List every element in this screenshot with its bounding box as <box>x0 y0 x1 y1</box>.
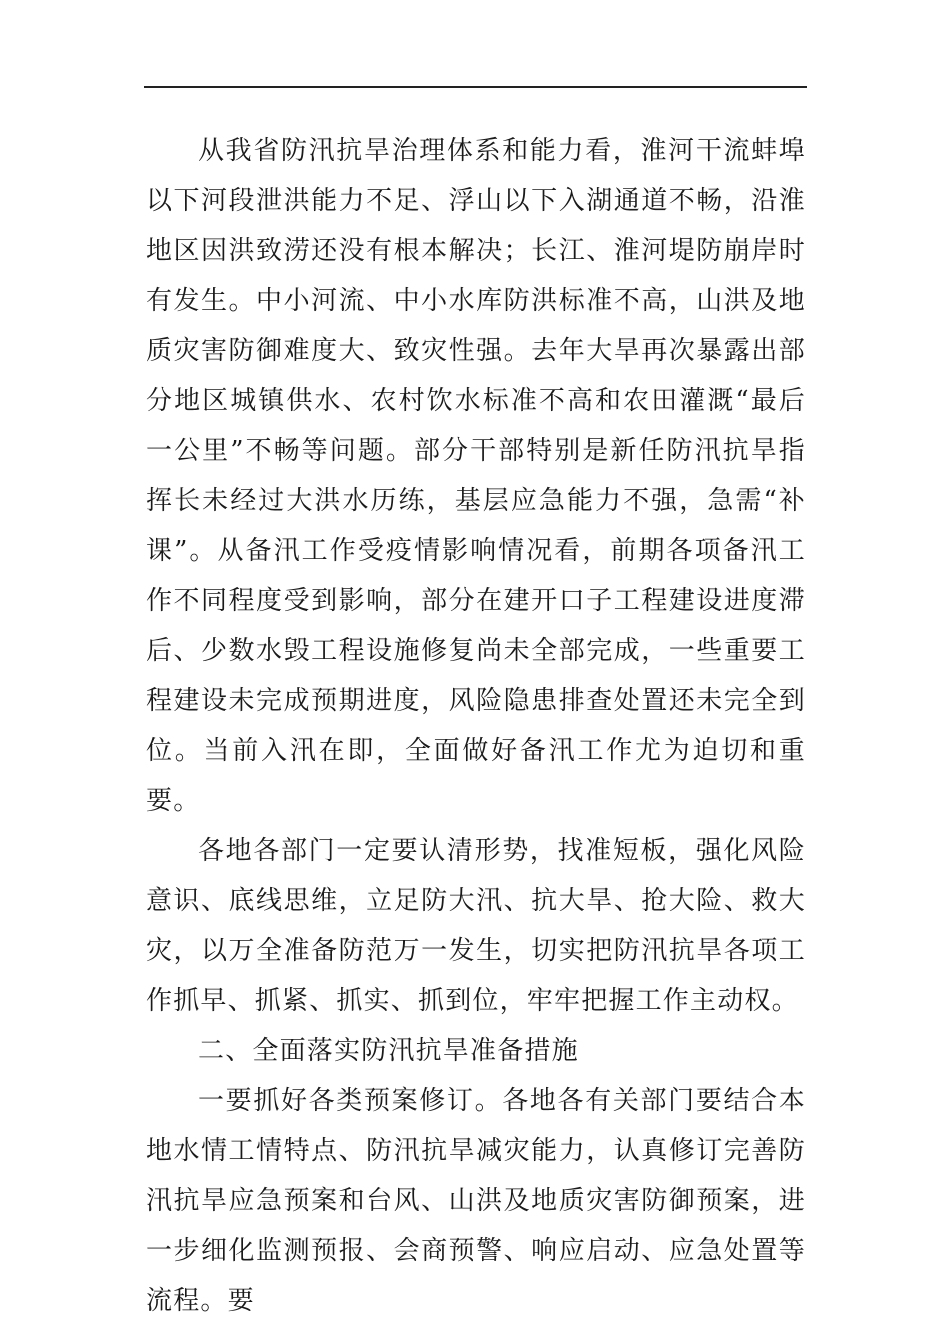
paragraph-plan-revision: 一要抓好各类预案修订。各地各有关部门要结合本地水情工情特点、防汛抗旱减灾能力，认真修订完善防汛抗旱应急预案和台风、山洪及地质灾害防御预案，进一步细化监测预报、会商预警、响应启动、应急处置等流程。要 <box>146 1086 806 1316</box>
paragraph-flood-situation: 从我省防汛抗旱治理体系和能力看，淮河干流蚌埠以下河段泄洪能力不足、浮山以下入湖通道不畅，沿淮地区因洪致涝还没有根本解决；长江、淮河堤防崩岸时有发生。中小河流、中小水库防洪标准不高，山洪及地质灾害防御难度大、致灾性强。去年大旱再次暴露出部分地区城镇供水、农村饮水标准不高和农田灌溉“最后一公里”不畅等问题。部分干部特别是新任防汛抗旱指挥长未经过大洪水历练，基层应急能力不强，急需“补课”。从备汛工作受疫情影响情况看，前期各项备汛工作不同程度受到影响，部分在建开口子工程建设进度滞后、少数水毁工程设施修复尚未全部完成，一些重要工程建设未完成预期进度，风险隐患排查处置还未完全到位。当前入汛在即，全面做好备汛工作尤为迫切和重要。 <box>146 136 806 816</box>
document-body <box>146 126 806 1326</box>
header-rule <box>144 86 807 88</box>
section-heading: 二、全面落实防汛抗旱准备措施 <box>198 1036 579 1066</box>
paragraph-departments-requirement: 各地各部门一定要认清形势，找准短板，强化风险意识、底线思维，立足防大汛、抗大旱、抢大险、救大灾，以万全准备防范万一发生，切实把防汛抗旱各项工作抓早、抓紧、抓实、抓到位，牢牢把握工作主动权。 <box>146 836 806 1016</box>
